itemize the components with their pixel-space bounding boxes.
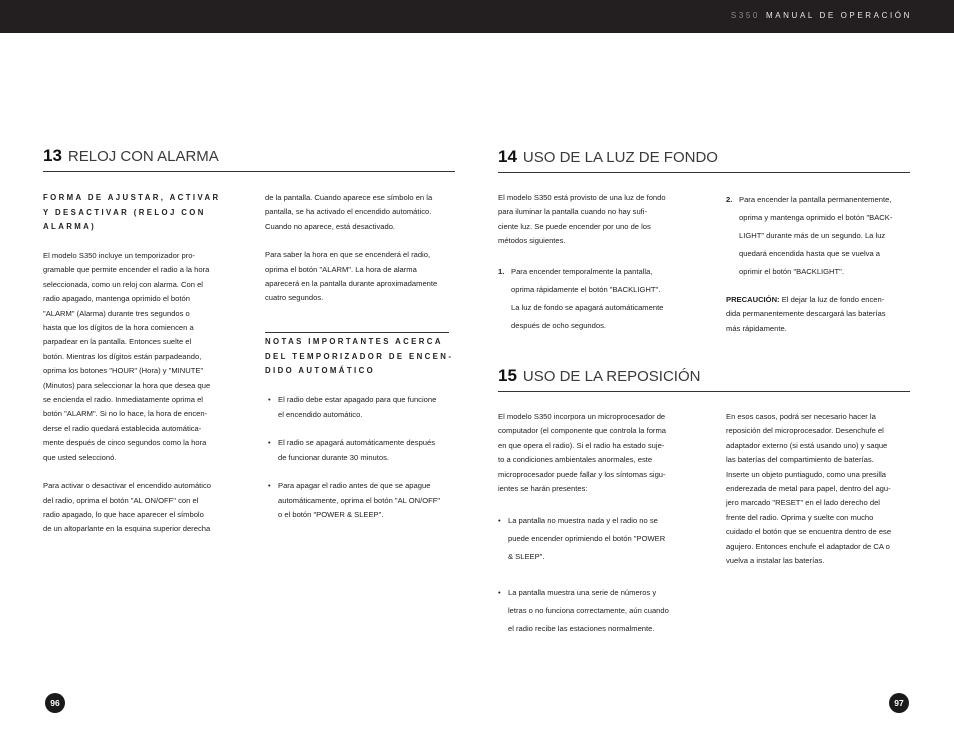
s15-col2-text xyxy=(726,410,926,568)
item-number: 1. xyxy=(498,266,505,276)
bullet-line: letras o no funciona correctamente, aún cuando xyxy=(508,606,669,616)
text-line: frente del radio. Oprima y suelte con mucho xyxy=(726,512,874,522)
text-line: hasta que los dígitos de la hora comiencen a xyxy=(43,323,194,333)
caution-text: El dejar la luz de fondo encen- xyxy=(779,295,885,304)
s14-col1-text xyxy=(498,191,698,335)
header-manual-title: MANUAL DE OPERACIÓN xyxy=(765,11,912,20)
text-line: pantalla, se ha activado el encendido automático. xyxy=(265,207,432,217)
section-13-rule xyxy=(43,171,455,172)
text-line: jero marcado "RESET" en el lado derecho del xyxy=(726,498,880,508)
section-14-rule xyxy=(498,172,910,173)
subheading-notas xyxy=(265,335,453,379)
subheading-line: DIDO AUTOMÁTICO xyxy=(265,366,376,375)
subheading-line: ALARMA) xyxy=(43,222,97,231)
text-line: métodos siguientes. xyxy=(498,236,566,246)
text-line: seleccionada, como un reloj con alarma. Con el xyxy=(43,279,203,289)
s13-paragraph-4 xyxy=(265,248,460,306)
section-13-number: 13 xyxy=(43,146,62,165)
s13-bullet-list xyxy=(268,393,463,523)
text-line: quedará encendida hasta que se vuelva a xyxy=(739,249,881,258)
caution-line xyxy=(726,307,926,321)
s13-paragraph-2 xyxy=(43,479,243,537)
s13-paragraph-1 xyxy=(43,249,243,465)
text-line: del radio, oprima el botón "AL ON/OFF" con el xyxy=(43,495,199,505)
bullet-icon: • xyxy=(268,395,271,404)
text-line: oprima los botones "HOUR" (Hora) y "MINUTE" xyxy=(43,366,204,376)
text-line: computador (el componente que controla la forma xyxy=(498,426,667,436)
subheading-line: Y DESACTIVAR (RELOJ CON xyxy=(43,207,206,217)
s14-item-1 xyxy=(498,263,698,335)
text-line: derse el radio quedará establecida automática- xyxy=(43,423,202,433)
section-15-heading xyxy=(498,366,700,386)
bullet-item xyxy=(498,584,698,638)
bullet-item xyxy=(498,512,698,566)
text-line: oprima el botón "ALARM". La hora de alarma xyxy=(265,264,417,274)
caution-label: PRECAUCIÓN: xyxy=(726,295,780,304)
text-line: después de ocho segundos. xyxy=(511,320,606,330)
section-14-heading xyxy=(498,147,718,167)
s15-paragraph-1 xyxy=(498,410,698,496)
bullet-line: puede encender oprimiendo el botón "POWER xyxy=(508,534,666,544)
caution-line xyxy=(726,322,926,336)
text-line: radio apagado, mantenga oprimido el botón xyxy=(43,294,190,304)
text-line: Para encender temporalmente la pantalla, xyxy=(511,266,653,276)
text-line: Para encender la pantalla permanentemente, xyxy=(739,195,892,204)
bullet-line: El radio debe estar apagado para que funcione xyxy=(278,395,437,404)
text-line: (Minutos) para seleccionar la hora que desea que xyxy=(43,380,211,390)
text-line: microprocesador puede fallar y los síntomas sigu- xyxy=(498,469,666,479)
bullet-item xyxy=(268,393,463,422)
text-line: Para saber la hora en que se encenderá el radio, xyxy=(265,250,431,260)
caution-text: dida permanentemente descargará las baterías xyxy=(726,309,886,319)
page-number-left: 96 xyxy=(45,693,65,713)
text-line: aparecerá en la pantalla durante aproximadamente xyxy=(265,279,438,289)
section-14-title: USO DE LA LUZ DE FONDO xyxy=(522,149,718,166)
s15-paragraph-2 xyxy=(726,410,926,568)
subheading-line: FORMA DE AJUSTAR, ACTIVAR xyxy=(43,193,221,202)
text-line: "ALARM" (Alarma) durante tres segundos o xyxy=(43,308,190,318)
bullet-line: de funcionar durante 30 minutos. xyxy=(278,452,390,462)
bullet-line: La pantalla muestra una serie de números y xyxy=(508,588,657,598)
text-line: El modelo S350 incorpora un microprocesador de xyxy=(498,412,666,421)
page-number-right: 97 xyxy=(889,693,909,713)
s14-col2-text xyxy=(726,191,926,336)
text-line: cuatro segundos. xyxy=(265,293,324,303)
header-model: S350 xyxy=(730,11,760,20)
text-line: de un altoparlante en la esquina superior derecha xyxy=(43,524,211,534)
caution-text: más rápidamente. xyxy=(726,323,787,333)
text-line: En esos casos, podrá ser necesario hacer la xyxy=(726,412,876,421)
bullet-line: & SLEEP". xyxy=(508,552,545,562)
text-line: que usted seleccionó. xyxy=(43,452,117,462)
text-line: radio apagado, lo que hace aparecer el símbolo xyxy=(43,509,204,519)
subheading-line: NOTAS IMPORTANTES ACERCA xyxy=(265,337,443,346)
text-line: se encienda el radio. Inmediatamente oprima el xyxy=(43,395,203,405)
bullet-line: Para apagar el radio antes de que se apague xyxy=(278,481,431,490)
text-line: reposición del microprocesador. Desenchufe el xyxy=(726,426,884,436)
section-14-number: 14 xyxy=(498,147,517,166)
s13-col1-text xyxy=(43,249,243,537)
bullet-line: automáticamente, oprima el botón "AL ON/OFF" xyxy=(278,495,441,505)
subheading-ajustar xyxy=(43,191,221,235)
text-line: vuelva a instalar las baterías. xyxy=(726,556,825,566)
subheading-line: DEL TEMPORIZADOR DE ENCEN- xyxy=(265,351,454,361)
bullet-icon: • xyxy=(498,516,501,526)
header-bar xyxy=(0,0,954,33)
bullet-line: el encendido automático. xyxy=(278,409,363,419)
bullet-line: el radio recibe las estaciones normalmente. xyxy=(508,624,655,634)
section-15-rule xyxy=(498,391,910,392)
s14-paragraph-1 xyxy=(498,191,698,249)
text-line: cuidado el botón que se encuentra dentro de ese xyxy=(726,527,892,537)
text-line: oprimir el botón "BACKLIGHT". xyxy=(739,267,844,276)
text-line: La luz de fondo se apagará automáticamente xyxy=(511,302,664,312)
bullet-line: La pantalla no muestra nada y el radio no se xyxy=(508,516,658,526)
caution-note xyxy=(726,293,926,336)
bullet-icon: • xyxy=(498,588,501,598)
section-13-heading xyxy=(43,146,219,166)
bullet-item xyxy=(268,436,463,465)
s13-col2-text xyxy=(265,191,460,306)
text-line: ientes se harán presentes: xyxy=(498,484,588,494)
text-line: oprima rápidamente el botón "BACKLIGHT". xyxy=(511,284,661,294)
text-line: de la pantalla. Cuando aparece ese símbolo en la xyxy=(265,193,433,202)
section-15-number: 15 xyxy=(498,366,517,385)
header-title xyxy=(731,11,912,20)
bullet-icon: • xyxy=(268,438,271,447)
text-line: botón "ALARM". Si no lo hace, la hora de encen- xyxy=(43,409,208,419)
section-13-title: RELOJ CON ALARMA xyxy=(67,148,219,165)
s15-bullet-list xyxy=(498,512,698,638)
notes-rule xyxy=(265,332,449,333)
bullet-icon: • xyxy=(268,481,271,490)
text-line: to a condiciones ambientales anormales, este xyxy=(498,455,653,465)
text-line: oprima y mantenga oprimido el botón "BACK- xyxy=(739,213,893,222)
text-line: Inserte un objeto puntiagudo, como una presilla xyxy=(726,469,886,479)
s14-item-2 xyxy=(726,191,926,281)
text-line: El modelo S350 incluye un temporizador pro- xyxy=(43,251,195,260)
text-line: ciente luz. Se puede encender por uno de los xyxy=(498,221,651,231)
item-number: 2. xyxy=(726,195,733,204)
text-line: agujero. Entonces enchufe el adaptador de CA o xyxy=(726,541,890,551)
text-line: mente después de cinco segundos como la hora xyxy=(43,438,207,448)
text-line: adaptador externo (si está usando uno) y saque xyxy=(726,440,888,450)
bullet-line: El radio se apagará automáticamente después xyxy=(278,438,436,447)
s13-paragraph-3 xyxy=(265,191,460,234)
text-line: gramable que permite encender el radio a la hora xyxy=(43,265,210,275)
text-line: parpadear en la pantalla. Entonces suelte el xyxy=(43,337,192,347)
text-line: Cuando no aparece, está desactivado. xyxy=(265,221,396,231)
caution-line xyxy=(726,293,926,307)
text-line: Para activar o desactivar el encendido automático xyxy=(43,481,212,491)
text-line: en que opera el radio). Si el radio ha estado suje- xyxy=(498,440,665,450)
section-15-title: USO DE LA REPOSICIÓN xyxy=(522,368,701,385)
text-line: las baterías del compartimiento de baterías. xyxy=(726,455,874,465)
bullet-line: o el botón "POWER & SLEEP". xyxy=(278,510,384,519)
text-line: para iluminar la pantalla cuando no hay sufi- xyxy=(498,207,648,217)
text-line: LIGHT" durante más de un segundo. La luz xyxy=(739,231,886,240)
bullet-item xyxy=(268,479,463,523)
text-line: El modelo S350 está provisto de una luz de fondo xyxy=(498,193,666,202)
s15-col1-text xyxy=(498,410,698,638)
text-line: botón. Mientras los dígitos están parpadeando, xyxy=(43,351,202,361)
text-line: enderezada de metal para papel, dentro del agu- xyxy=(726,484,891,494)
